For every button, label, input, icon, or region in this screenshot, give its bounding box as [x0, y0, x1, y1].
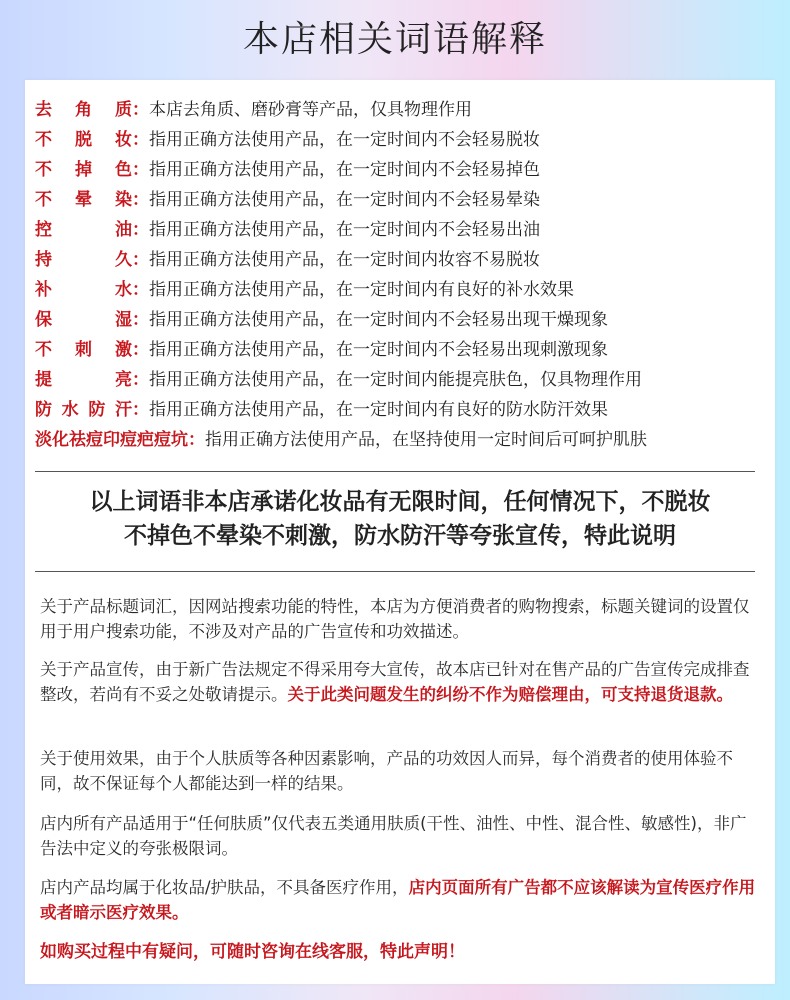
- term-row: [35, 125, 775, 155]
- term-text: 指用正确方法使用产品，在一定时间内不会轻易掉色: [149, 160, 540, 180]
- term-colon: ：: [132, 130, 149, 150]
- term-row: [35, 395, 775, 425]
- term-label: 补水: [35, 280, 132, 300]
- term-label: 提亮: [35, 370, 132, 390]
- term-colon: ：: [132, 310, 149, 330]
- term-label: 不掉色: [35, 160, 132, 180]
- term-label: 不刺激: [35, 340, 132, 360]
- term-row: [35, 155, 775, 185]
- term-label: 控油: [35, 220, 132, 240]
- term-row: [35, 365, 775, 395]
- final-note: 如购买过程中有疑问，可随时咨询在线客服，特此声明！: [40, 942, 465, 962]
- term-colon: ：: [132, 100, 149, 120]
- paragraph-text: 店内产品均属于化妆品/护肤品，不具备医疗作用，: [40, 878, 409, 897]
- paragraph-medical: [40, 875, 760, 925]
- term-colon: ：: [132, 370, 149, 390]
- term-text: 指用正确方法使用产品，在一定时间内不会轻易出现刺激现象: [149, 340, 608, 360]
- term-text: 指用正确方法使用产品，在坚持使用一定时间后可呵护肌肤: [205, 430, 647, 450]
- paragraph-text: 关于产品宣传，由于新广告法规定不得采用夸大宣传，故本店已针对在售产品的广告宣传完成排查整改，若尚有不妥之处敬请提示。: [40, 660, 750, 704]
- paragraph-highlight: 关于此类问题发生的纠纷不作为赔偿理由，可支持退货退款。: [287, 685, 733, 704]
- term-row: [35, 185, 775, 215]
- term-label: 保湿: [35, 310, 132, 330]
- term-colon: ：: [132, 280, 149, 300]
- term-colon: ：: [132, 160, 149, 180]
- paragraph-highlight: 店内页面所有广告都不应该解读为宣传医疗作用或者暗示医疗效果。: [40, 878, 756, 922]
- paragraph-effect: 关于使用效果，由于个人肤质等各种因素影响，产品的功效因人而异，每个消费者的使用体验不同，故不保证每个人都能达到一样的结果。: [40, 749, 733, 793]
- paragraph-title-keywords: 关于产品标题词汇，因网站搜索功能的特性，本店为方便消费者的购物搜索，标题关键词的设置仅用于用户搜索功能，不涉及对产品的广告宣传和功效描述。: [40, 597, 750, 641]
- term-text: 指用正确方法使用产品，在一定时间内不会轻易出油: [149, 220, 540, 240]
- term-text: 指用正确方法使用产品，在一定时间内不会轻易晕染: [149, 190, 540, 210]
- page-title: 本店相关词语解释: [242, 19, 547, 60]
- term-row: [35, 215, 775, 245]
- divider: [35, 571, 755, 572]
- term-label: 淡化祛痘印痘疤痘坑: [35, 430, 188, 450]
- term-row: [35, 425, 775, 455]
- paragraph-skin-types: 店内所有产品适用于“任何肤质”仅代表五类通用肤质(干性、油性、中性、混合性、敏感性)，非广告法中定义的夸张极限词。: [40, 814, 747, 858]
- term-row: [35, 95, 775, 125]
- term-colon: ：: [132, 220, 149, 240]
- paragraph-promotion: [40, 657, 760, 707]
- term-row: [35, 305, 775, 335]
- term-text: 指用正确方法使用产品，在一定时间内妆容不易脱妆: [149, 250, 540, 270]
- term-label: 防水防汗: [35, 400, 132, 420]
- term-label: 不晕染: [35, 190, 132, 210]
- term-text: 指用正确方法使用产品，在一定时间内不会轻易出现干燥现象: [149, 310, 608, 330]
- content-panel: [25, 80, 775, 984]
- term-label: 不脱妆: [35, 130, 132, 150]
- term-colon: ：: [132, 190, 149, 210]
- term-text: 本店去角质、磨砂膏等产品，仅具物理作用: [149, 100, 472, 120]
- term-colon: ：: [132, 400, 149, 420]
- term-text: 指用正确方法使用产品，在一定时间内有良好的防水防汗效果: [149, 400, 608, 420]
- terms-list: [35, 95, 775, 455]
- term-label: 去角质: [35, 100, 132, 120]
- notice-block: [25, 485, 775, 553]
- term-text: 指用正确方法使用产品，在一定时间内不会轻易脱妆: [149, 130, 540, 150]
- term-colon: ：: [188, 430, 205, 450]
- notice-line: 不掉色不晕染不刺激，防水防汗等夸张宣传，特此说明: [124, 523, 676, 549]
- term-text: 指用正确方法使用产品，在一定时间内有良好的补水效果: [149, 280, 574, 300]
- term-row: [35, 275, 775, 305]
- notice-line: 以上词语非本店承诺化妆品有无限时间，任何情况下，不脱妆: [89, 489, 711, 515]
- term-row: [35, 245, 775, 275]
- term-colon: ：: [132, 250, 149, 270]
- term-text: 指用正确方法使用产品，在一定时间内能提亮肤色，仅具物理作用: [149, 370, 642, 390]
- term-colon: ：: [132, 340, 149, 360]
- term-label: 持久: [35, 250, 132, 270]
- term-row: [35, 335, 775, 365]
- divider: [35, 471, 755, 472]
